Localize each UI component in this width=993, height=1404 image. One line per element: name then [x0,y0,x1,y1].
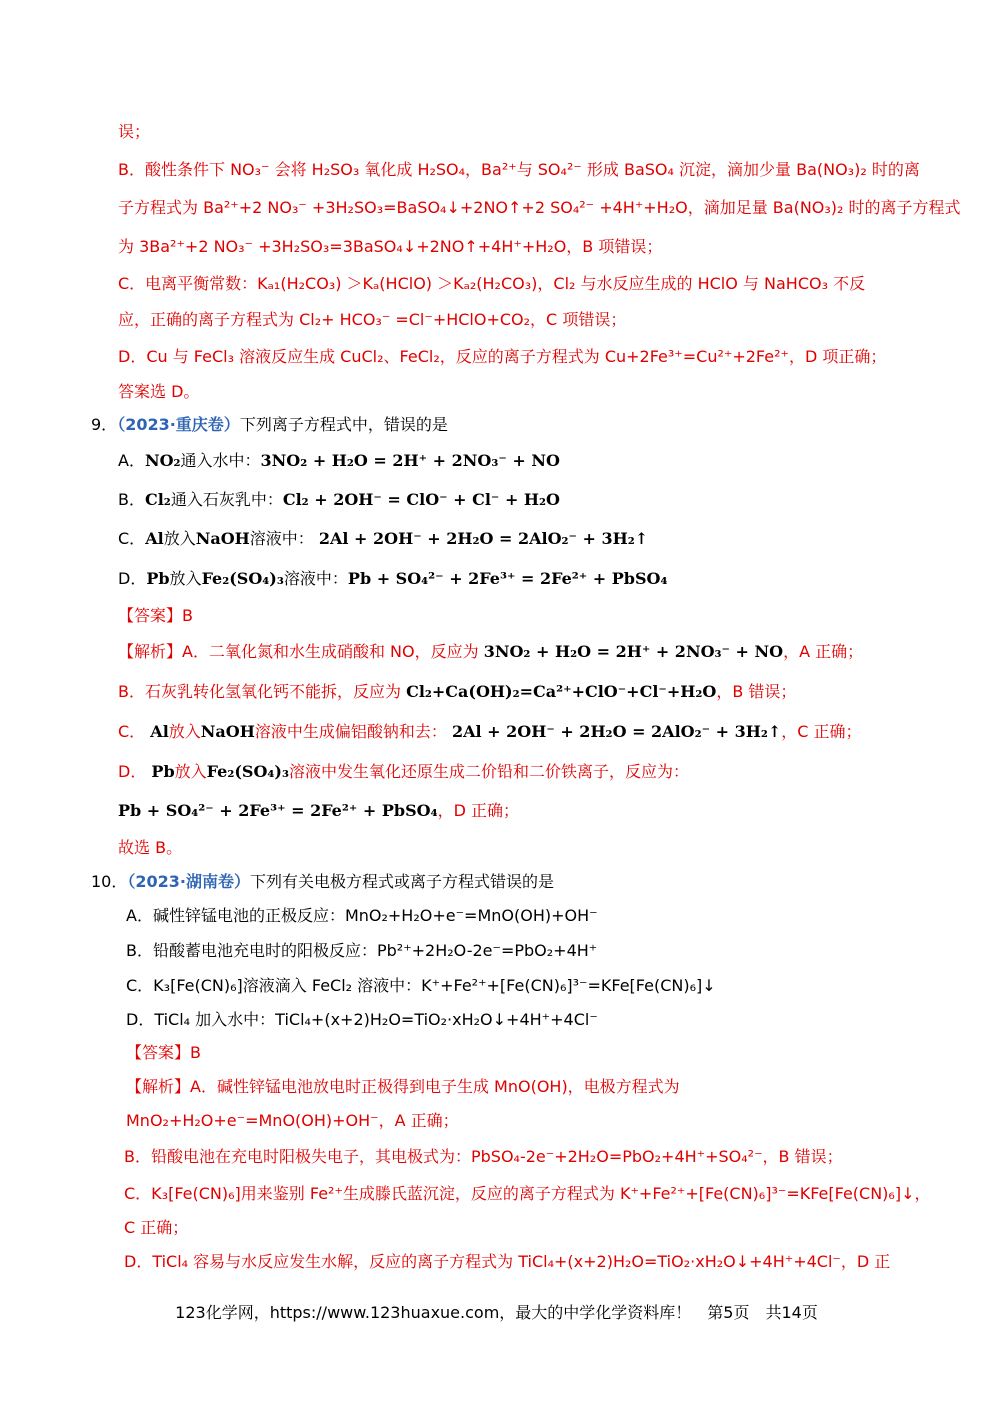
question-text: 下列有关电极方程式或离子方程式错误的是 [250,872,555,891]
explanation-line [118,681,796,703]
explanation-text: ，D 正确； [437,801,519,820]
equation: 2Al + 2OH⁻ + 2H₂O = 2AlO₂⁻ + 3H₂↑ [451,722,782,741]
option-text: 通入水中： [180,451,261,470]
answer-line: 【答案】B [126,1043,201,1062]
option-b [118,489,560,511]
option-c [118,528,648,550]
explanation-line: 【解析】A．碱性锌锰电池放电时正极得到电子生成 MnO(OH)，电极方程式为 [126,1077,680,1096]
option-b: B．铅酸蓄电池充电时的阳极反应：Pb²⁺+2H₂O-2e⁻=PbO₂+4H⁺ [126,941,598,960]
explanation-line: 答案选 D。 [118,382,200,401]
equation: 3NO₂ + H₂O = 2H⁺ + 2NO₃⁻ + NO [483,642,784,661]
option-text: 放入 [163,529,196,548]
explanation-text: C． [118,722,146,741]
source-tag: （2023·重庆卷） [117,415,240,434]
explanation-text: 放入 [168,722,201,741]
option-d: D．TiCl₄ 加入水中：TiCl₄+(x+2)H₂O=TiO₂·xH₂O↓+4H⁺+4Cl⁻ [126,1010,598,1029]
option-d [118,568,667,590]
explanation-line: C 正确； [124,1218,189,1237]
question-number: 10． [91,872,128,891]
option-a: A．碱性锌锰电池的正极反应：MnO₂+H₂O+e⁻=MnO(OH)+OH⁻ [126,906,598,925]
explanation-text: ，A 正确； [783,642,864,661]
formula: Fe₂(SO₄)₃ [201,569,284,588]
question-text: 下列离子方程式中，错误的是 [239,415,448,434]
equation: Cl₂+Ca(OH)₂=Ca²⁺+ClO⁻+Cl⁻+H₂O [406,682,717,701]
explanation-text: ，C 正确； [781,722,862,741]
explanation-line: 应，正确的离子方程式为 Cl₂+ HCO₃⁻ =Cl⁻+HClO+CO₂，C 项错误； [118,310,627,329]
explanation-line [118,641,863,663]
explanation-text: 溶液中生成偏铝酸钠和去： [254,722,447,741]
explanation-line: 误； [118,122,151,141]
explanation-line [118,721,862,743]
formula: Cl₂ [144,490,171,509]
formula: Al [150,722,169,741]
option-text: 溶液中： [249,529,314,548]
question-9-stem [91,414,448,436]
answer-line: 【答案】B [118,606,193,625]
equation: Pb + SO₄²⁻ + 2Fe³⁺ = 2Fe²⁺ + PbSO₄ [347,569,668,588]
explanation-text: 溶液中发生氧化还原生成二价铅和二价铁离子，反应为： [288,762,689,781]
option-text: 放入 [169,569,202,588]
formula: NaOH [200,722,255,741]
equation: 3NO₂ + H₂O = 2H⁺ + 2NO₃⁻ + NO [260,451,560,470]
explanation-text: ，B 错误； [716,682,797,701]
option-label: D． [118,569,147,588]
explanation-line: C．电离平衡常数：Kₐ₁(H₂CO₃) ＞Kₐ(HClO) ＞Kₐ₂(H₂CO₃)，Cl₂ 与水反应生成的 HClO 与 NaHCO₃ 不反 [118,274,866,293]
explanation-line [118,761,689,783]
explanation-text: D． [118,762,147,781]
formula: NO₂ [144,451,181,470]
conclusion-line: 故选 B。 [118,838,183,857]
equation: 2Al + 2OH⁻ + 2H₂O = 2AlO₂⁻ + 3H₂↑ [318,529,649,548]
explanation-line: 为 3Ba²⁺+2 NO₃⁻ +3H₂SO₃=3BaSO₄↓+2NO↑+4H⁺+H₂O，B 项错误； [118,237,663,256]
formula: Fe₂(SO₄)₃ [206,762,289,781]
equation: Cl₂ + 2OH⁻ = ClO⁻ + Cl⁻ + H₂O [282,490,560,509]
explanation-text: B．石灰乳转化氢氧化钙不能拆，反应为 [118,682,401,701]
explanation-line: C．K₃[Fe(CN)₆]用来鉴别 Fe²⁺生成滕氏蓝沉淀，反应的离子方程式为 K⁺+Fe²⁺+[Fe(CN)₆]³⁻=KFe[Fe(CN)₆]↓， [124,1184,931,1203]
explanation-line: B．铅酸电池在充电时阳极失电子，其电极式为：PbSO₄-2e⁻+2H₂O=PbO₂+4H⁺+SO₄²⁻，B 错误； [124,1147,843,1166]
question-number: 9． [91,415,118,434]
option-label: B． [118,490,145,509]
option-text: 通入石灰乳中： [170,490,283,509]
source-tag: （2023·湖南卷） [127,872,250,891]
formula: NaOH [195,529,250,548]
formula: Pb [151,762,175,781]
option-label: C． [118,529,146,548]
explanation-line: D．Cu 与 FeCl₃ 溶液反应生成 CuCl₂、FeCl₂，反应的离子方程式为 Cu+2Fe³⁺=Cu²⁺+2Fe²⁺，D 项正确； [118,347,887,366]
explanation-line: D．TiCl₄ 容易与水反应发生水解，反应的离子方程式为 TiCl₄+(x+2)H₂O=TiO₂·xH₂O↓+4H⁺+4Cl⁻，D 正 [124,1252,891,1271]
equation: Pb + SO₄²⁻ + 2Fe³⁺ = 2Fe²⁺ + PbSO₄ [118,801,438,820]
explanation-line: 子方程式为 Ba²⁺+2 NO₃⁻ +3H₂SO₃=BaSO₄↓+2NO↑+2 SO₄²⁻ +4H⁺+H₂O，滴加足量 Ba(NO₃)₂ 时的离子方程式 [118,198,961,217]
explanation-text: 【解析】A．二氧化氮和水生成硝酸和 NO，反应为 [118,642,479,661]
formula: Pb [146,569,170,588]
question-10-stem [91,871,554,893]
formula: Al [145,529,164,548]
page-footer: 123化学网，https://www.123huaxue.com，最大的中学化学资料库！ 第5页 共14页 [175,1303,818,1322]
option-text: 溶液中： [283,569,348,588]
explanation-line [118,800,519,822]
option-a [118,450,560,472]
explanation-text: 放入 [174,762,207,781]
option-label: A． [118,451,145,470]
explanation-line: B．酸性条件下 NO₃⁻ 会将 H₂SO₃ 氧化成 H₂SO₄，Ba²⁺与 SO₄²⁻ 形成 BaSO₄ 沉淀，滴加少量 Ba(NO₃)₂ 时的离 [118,160,920,179]
explanation-line: MnO₂+H₂O+e⁻=MnO(OH)+OH⁻，A 正确； [126,1111,459,1130]
option-c: C．K₃[Fe(CN)₆]溶液滴入 FeCl₂ 溶液中：K⁺+Fe²⁺+[Fe(CN)₆]³⁻=KFe[Fe(CN)₆]↓ [126,976,716,995]
